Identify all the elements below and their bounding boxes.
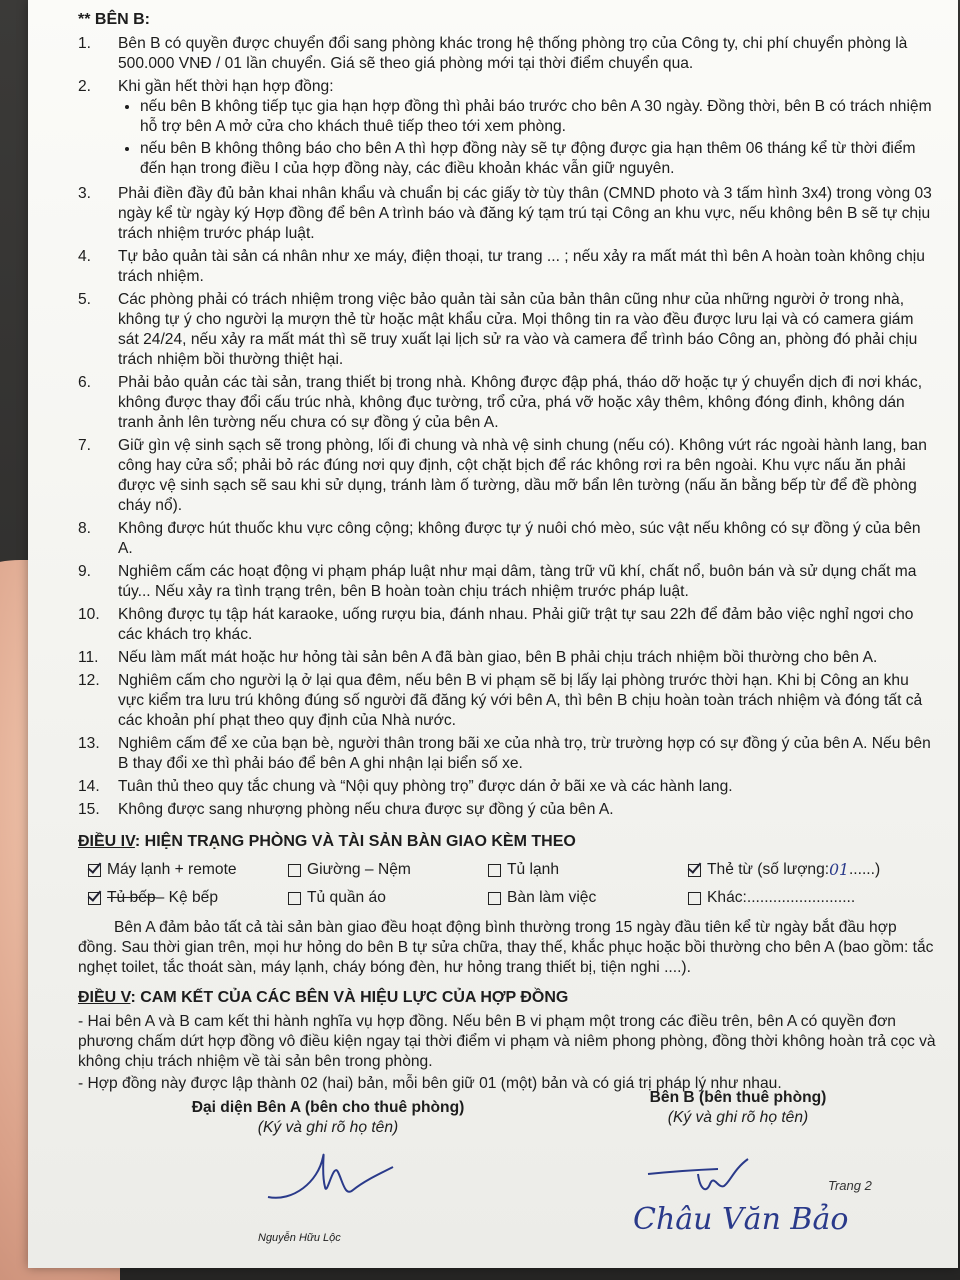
rule-text: Nghiêm cấm cho người lạ ở lại qua đêm, nếu bên B vi phạm sẽ bị lấy lại phòng trước thời hạn. Khi bị Công an khu vực kiểm tra lưu trú không đúng số người đã đăng ký với bên A, thì bên B chịu hoàn toàn trách nhiệm và đóng tất cả các khoản phí phạt theo quy định của Nhà nước. [118, 672, 923, 729]
signature-b-scribble [638, 1144, 778, 1204]
rule-5 [78, 290, 938, 370]
checkbox-unchecked[interactable] [288, 892, 301, 905]
rule-6 [78, 373, 938, 433]
section-b-heading: ** BÊN B: [78, 11, 151, 28]
party-a-instruction: (Ký và ghi rõ họ tên) [257, 1119, 399, 1136]
section-v-paragraph-1: - Hai bên A và B cam kết thi hành nghĩa vụ hợp đồng. Nếu bên B vi phạm một trong các điều trên, bên A có quyền đơn phương chấm dứt hợp đồng vô điều kiện ngay tại thời điểm vi phạm và niêm phong phòng, đồng thời không hoàn trả cọc và không chịu trách nhiệm về tài sản bên trong phòng. [78, 1013, 936, 1070]
rule-text: Giữ gìn vệ sinh sạch sẽ trong phòng, lối đi chung và nhà vệ sinh chung (nếu có). Không vứt rác ngoài hành lang, ban công hay cửa sổ; phải bỏ rác đúng nơi quy định, cột chặt bịch để rác không rơi ra bên ngoài. Khu vực nấu ăn phải được vệ sinh sạch sẽ sau khi sử dụng, tránh làm ố tường, dầu mỡ bẩn lên tường (nấu ăn bằng bếp từ để đề phòng cháy nổ). [118, 437, 927, 514]
rule-text: Phải bảo quản các tài sản, trang thiết bị trong nhà. Không được đập phá, tháo dỡ hoặc tự ý chuyển dịch đi nơi khác, không được thay đổi cấu trúc nhà, không đục tường, trổ cửa, phá vỡ hoặc xây thêm, không đóng đinh, không dán tranh ảnh lên tường nếu chưa có sự đồng ý của bên A. [118, 374, 923, 431]
section-iv-title: : HIỆN TRẠNG PHÒNG VÀ TÀI SẢN BÀN GIAO KÈM THEO [134, 833, 576, 850]
party-b-handwritten-name: Châu Văn Bảo [633, 1202, 849, 1237]
checkbox-checked[interactable] [88, 892, 101, 905]
asset-checklist [88, 860, 938, 908]
rule-number: 2. [78, 78, 92, 95]
rule-number: 4. [78, 248, 92, 265]
rule-7 [78, 436, 938, 516]
rule-number: 3. [78, 185, 92, 202]
rule-text: Không được hút thuốc khu vực công cộng; không được tự ý nuôi chó mèo, súc vật nếu không có sự đồng ý của bên A. [118, 520, 921, 557]
rule-text: Không được tụ tập hát karaoke, uống rượu bia, đánh nhau. Phải giữ trật tự sau 22h để đảm bảo việc nghỉ ngơi cho các khách trọ khác. [118, 606, 914, 643]
asset-label-struck: Tủ bếp [107, 889, 156, 906]
rule-text: Nghiêm cấm để xe của bạn bè, người thân trong bãi xe của nhà trọ, trừ trường hợp có sự đồng ý của bên A. Nếu bên B thay đổi xe thì phải báo để bên A ghi nhận lại biển số xe. [118, 735, 931, 772]
rule-number: 5. [78, 291, 92, 308]
section-v-paragraph-2: - Hợp đồng này được lập thành 02 (hai) bản, mỗi bên giữ 01 (một) bản và có giá trị pháp lý như nhau. [78, 1075, 782, 1092]
asset-label: Tủ quần áo [307, 889, 386, 906]
checkbox-unchecked[interactable] [488, 864, 501, 877]
checkbox-unchecked[interactable] [488, 892, 501, 905]
asset-label: Bàn làm việc [507, 889, 597, 906]
rule-14 [78, 777, 938, 797]
rule-13 [78, 734, 938, 774]
rule-2-bullet-2: • nếu bên B không thông báo cho bên A thì hợp đồng này sẽ tự động được gia hạn thêm 06 tháng kể từ thời điểm đến hạn trong điều I của hợp đồng này, các điều khoản khác vẫn giữ nguyên. [140, 139, 938, 179]
checkbox-checked[interactable] [88, 864, 101, 877]
party-b-instruction: (Ký và ghi rõ họ tên) [667, 1109, 809, 1126]
key-card-quantity: 01 [829, 861, 849, 879]
signature-area [78, 1089, 938, 1248]
rule-2 [78, 77, 938, 181]
rule-11 [78, 648, 938, 668]
asset-label: Thẻ từ (số lượng: [707, 861, 830, 878]
rule-number: 14. [78, 778, 100, 795]
asset-label: Tủ lạnh [507, 861, 560, 878]
rule-text: Nghiêm cấm các hoạt động vi phạm pháp luật như mại dâm, tàng trữ vũ khí, chất nổ, buôn bán và sử dụng chất ma túy... Nếu xảy ra tình trạng trên, bên B hoàn toàn chịu trách nhiệm trước pháp luật. [118, 563, 917, 600]
rule-number: 11. [78, 649, 99, 666]
asset-label: Giường – Nệm [307, 861, 411, 878]
document-body [78, 10, 938, 1248]
party-a-name: Nguyễn Hữu Lộc [258, 1232, 341, 1244]
rule-2-bullets [118, 97, 938, 179]
asset-desk[interactable] [488, 888, 688, 908]
party-a-title: Đại diện Bên A (bên cho thuê phòng) [191, 1099, 465, 1116]
section-v-heading [78, 988, 938, 1008]
checkbox-checked[interactable] [688, 864, 701, 877]
rule-number: 10. [78, 606, 100, 623]
rule-number: 7. [78, 437, 92, 454]
asset-fridge[interactable] [488, 860, 688, 880]
signature-a-scribble [263, 1142, 403, 1222]
asset-wardrobe[interactable] [288, 888, 488, 908]
rule-text: Tự bảo quản tài sản cá nhân như xe máy, điện thoại, tư trang ... ; nếu xảy ra mất mát thì bên A hoàn toàn không chịu trách nhiệm. [118, 248, 925, 285]
checkbox-unchecked[interactable] [688, 892, 701, 905]
checkbox-unchecked[interactable] [288, 864, 301, 877]
rule-text: Phải điền đầy đủ bản khai nhân khẩu và chuẩn bị các giấy tờ tùy thân (CMND photo và 3 tấm hình 3x4) trong vòng 03 ngày kể từ ngày ký Hợp đồng để bên A trình báo và đăng ký tạm trú tại Công an khu vực, nếu không bên B sẽ tự chịu trách nhiệm trước pháp luật. [118, 185, 932, 242]
asset-key-card[interactable] [688, 860, 898, 880]
rule-4 [78, 247, 938, 287]
rule-number: 9. [78, 563, 92, 580]
signature-block-a [168, 1098, 488, 1138]
rule-number: 1. [78, 35, 92, 52]
asset-label: Máy lạnh + remote [107, 861, 237, 878]
rule-number: 8. [78, 520, 92, 537]
section-v-title: : CAM KẾT CỦA CÁC BÊN VÀ HIỆU LỰC CỦA HỢP ĐỒNG [130, 989, 569, 1006]
rule-number: 15. [78, 801, 100, 818]
asset-air-conditioner[interactable] [88, 860, 288, 880]
rule-text: Không được sang nhượng phòng nếu chưa được sự đồng ý của bên A. [118, 801, 614, 818]
rule-9 [78, 562, 938, 602]
rule-10 [78, 605, 938, 645]
rule-text: Tuân thủ theo quy tắc chung và “Nội quy phòng trọ” được dán ở bãi xe và các hành lang. [118, 778, 733, 795]
section-b-list [78, 34, 938, 820]
party-b-title: Bên B (bên thuê phòng) [649, 1089, 827, 1106]
rule-text: Khi gần hết thời hạn hợp đồng: [118, 78, 334, 95]
rule-text: Các phòng phải có trách nhiệm trong việc bảo quản tài sản của bản thân cũng như của những người ở trong nhà, không tự ý cho người lạ mượn thẻ từ hoặc mật khẩu cửa. Mọi thông tin ra vào đều được lưu lại và có camera giám sát 24/24, nếu xảy ra mất mát thì sẽ truy xuất lại lịch sử ra vào và camera để trình báo Công an, phòng đó phải chịu trách nhiệm bồi thường thiệt hại. [118, 291, 918, 368]
rule-text: Bên B có quyền được chuyển đổi sang phòng khác trong hệ thống phòng trọ của Công ty, chi phí chuyển phòng là 500.000 VNĐ / 01 lần chuyển. Giá sẽ theo giá phòng mới tại thời điểm chuyển qua. [118, 35, 908, 72]
rule-number: 12. [78, 672, 100, 689]
asset-kitchen-shelf[interactable] [88, 888, 288, 908]
signature-block-b [608, 1088, 868, 1128]
section-iv-paragraph: Bên A đảm bảo tất cả tài sản bàn giao đều hoạt động bình thường trong 15 ngày đầu tiên kể từ ngày bắt đầu hợp đồng. Sau thời gian trên, mọi hư hỏng do bên B tự sửa chữa, thay thế, khắc phục hoặc bồi thường cho bên A (bao gồm: tắc nghẹt toilet, tắc thoát sàn, máy lạnh, cháy bóng đèn, hư hỏng trang thiết bị, tiện nghi ....). [78, 919, 934, 976]
rule-3 [78, 184, 938, 244]
contract-page [28, 0, 958, 1268]
section-v-lead: ĐIỀU V [78, 989, 131, 1006]
asset-label: – Kệ bếp [155, 889, 218, 906]
rule-1 [78, 34, 938, 74]
rule-number: 13. [78, 735, 100, 752]
rule-number: 6. [78, 374, 92, 391]
asset-bed-mattress[interactable] [288, 860, 488, 880]
page-number: Trang 2 [828, 1178, 872, 1193]
rule-text: Nếu làm mất mát hoặc hư hỏng tài sản bên A đã bàn giao, bên B phải chịu trách nhiệm bồi thường cho bên A. [118, 649, 878, 666]
asset-suffix: ......) [848, 861, 881, 878]
section-iv-lead: ĐIỀU IV [78, 833, 135, 850]
rule-12 [78, 671, 938, 731]
rule-8 [78, 519, 938, 559]
section-iv-heading [78, 832, 938, 852]
rule-15 [78, 800, 938, 820]
asset-other[interactable] [688, 888, 898, 908]
asset-label: Khác: [707, 889, 747, 906]
asset-suffix: ......................... [746, 889, 856, 906]
rule-2-bullet-1: • nếu bên B không tiếp tục gia hạn hợp đồng thì phải báo trước cho bên A 30 ngày. Đồng thời, bên B có trách nhiệm hỗ trợ bên A mở cửa cho khách thuê tiếp theo tới xem phòng. [140, 97, 938, 137]
